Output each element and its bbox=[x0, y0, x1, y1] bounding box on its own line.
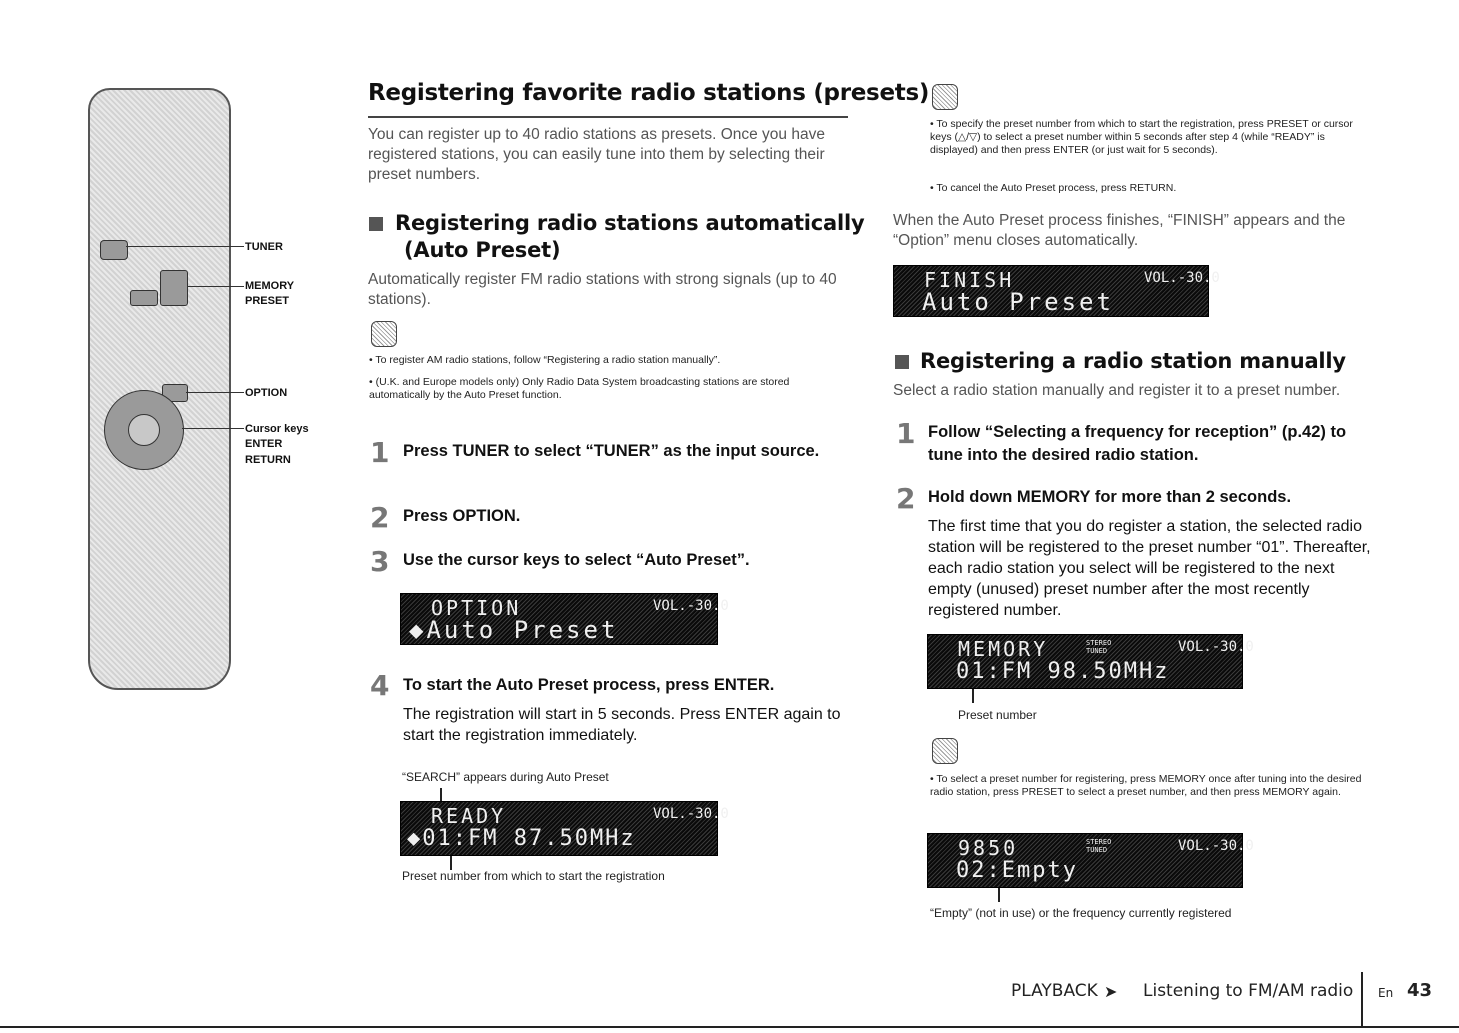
manual-hint: • To select a preset number for registering, press MEMORY once after tuning into the desired radio station, press PRESET to select a preset number, and then press MEMORY again. bbox=[930, 773, 1362, 798]
caption-pointer bbox=[440, 788, 442, 802]
footer-subsection: Listening to FM/AM radio bbox=[1143, 981, 1354, 1001]
manual-heading: Registering a radio station manually bbox=[920, 349, 1346, 373]
step-number: 1 bbox=[370, 436, 390, 469]
auto-preset-intro: Automatically register FM radio stations with strong signals (up to 40 stations). bbox=[368, 271, 837, 308]
display-line2: Auto Preset bbox=[922, 288, 1114, 316]
enter-button-illustration bbox=[128, 414, 160, 446]
page-number: 43 bbox=[1407, 980, 1433, 1001]
memory-caption: Preset number bbox=[958, 708, 1037, 722]
return-callout-label: RETURN bbox=[245, 454, 291, 466]
footer-section: PLAYBACK bbox=[1011, 981, 1098, 1001]
step-body: The first time that you do register a station, the selected radio station will be registered to the preset number “01”. Thereafter, each radio station you select will be registered to the next empty (unused) preset number after the most recently registered number. bbox=[928, 518, 1371, 619]
display-option bbox=[400, 593, 729, 645]
display-stereo: STEREO bbox=[1086, 838, 1112, 846]
caption-pointer bbox=[998, 888, 1000, 902]
tuner-button-illustration bbox=[100, 240, 128, 260]
step-title: Use the cursor keys to select “Auto Preset”. bbox=[403, 551, 750, 569]
bottom-rule bbox=[0, 1026, 1459, 1028]
section-intro: You can register up to 40 radio stations as presets. Once you have registered stations, you can easily tune into them by selecting their preset numbers. bbox=[368, 126, 825, 183]
footer-arrow-icon: ➤ bbox=[1104, 982, 1118, 1001]
note-icon bbox=[371, 321, 397, 347]
title-rule bbox=[368, 116, 848, 118]
hint-cancel: • To cancel the Auto Preset process, press RETURN. bbox=[930, 182, 1177, 194]
step-title: Press TUNER to select “TUNER” as the input source. bbox=[403, 442, 820, 460]
step-title: Hold down MEMORY for more than 2 seconds. bbox=[928, 488, 1292, 506]
heading-square-icon bbox=[369, 217, 383, 231]
empty-caption: “Empty” (not in use) or the frequency currently registered bbox=[930, 906, 1232, 920]
hint-specify-preset: • To specify the preset number from which to start the registration, press PRESET or cursor keys (△/▽) to select a preset number within 5 seconds after step 4 (while “READY” is displayed) and then press ENTER (or just wait for 5 seconds). bbox=[930, 118, 1353, 156]
display-line1: READY bbox=[431, 804, 507, 828]
display-line2: 02:Empty bbox=[956, 858, 1078, 883]
tuner-callout-label: TUNER bbox=[245, 241, 283, 253]
step-number: 4 bbox=[370, 669, 390, 702]
step-title: To start the Auto Preset process, press ENTER. bbox=[403, 676, 775, 694]
page-title: Registering favorite radio stations (presets) bbox=[368, 80, 930, 106]
manual-intro: Select a radio station manually and register it to a preset number. bbox=[893, 382, 1341, 399]
auto-note-1: • To register AM radio stations, follow “Registering a radio station manually”. bbox=[369, 354, 721, 366]
display-tuned: TUNED bbox=[1086, 846, 1108, 854]
ready-caption: Preset number from which to start the registration bbox=[402, 869, 665, 883]
display-line1: FINISH bbox=[924, 268, 1015, 292]
search-caption: “SEARCH” appears during Auto Preset bbox=[402, 770, 609, 784]
display-memory bbox=[927, 634, 1254, 689]
auto-preset-heading-line2: (Auto Preset) bbox=[404, 238, 561, 262]
step-number: 1 bbox=[896, 417, 916, 450]
option-callout-line bbox=[186, 392, 244, 393]
auto-note-2: • (U.K. and Europe models only) Only Radio Data System broadcasting stations are stored automatically by the Auto Preset function. bbox=[369, 376, 790, 401]
step-body: The registration will start in 5 seconds. Press ENTER again to start the registration immediately. bbox=[403, 706, 841, 744]
display-line2: ◆Auto Preset bbox=[409, 616, 619, 644]
display-tuned: TUNED bbox=[1086, 647, 1108, 655]
footer-divider bbox=[1361, 972, 1363, 1028]
enter-callout-label: ENTER bbox=[245, 438, 283, 450]
hint-icon bbox=[932, 738, 958, 764]
auto-preset-heading-line1: Registering radio stations automatically bbox=[395, 211, 865, 235]
preset-callout-label: PRESET bbox=[245, 295, 290, 307]
footer-language: En bbox=[1378, 986, 1394, 1000]
display-finish bbox=[893, 265, 1220, 317]
caption-pointer bbox=[450, 856, 452, 870]
hint-icon bbox=[932, 84, 958, 110]
step-title: Follow “Selecting a frequency for reception” (p.42) to tune into the desired radio station. bbox=[928, 423, 1347, 464]
cursor-callout-line bbox=[182, 428, 244, 429]
display-line2: ◆01:FM 87.50MHz bbox=[407, 826, 636, 851]
display-line2: 01:FM 98.50MHz bbox=[956, 659, 1170, 684]
preset-button-illustration bbox=[160, 270, 188, 306]
display-ready bbox=[400, 801, 729, 856]
cursor-keys-callout-label: Cursor keys bbox=[245, 423, 309, 435]
step-number: 2 bbox=[370, 501, 390, 534]
display-volume: VOL.-30.0 bbox=[1178, 639, 1254, 655]
display-empty bbox=[927, 833, 1254, 888]
display-line1: MEMORY bbox=[958, 637, 1049, 661]
memory-callout-label: MEMORY bbox=[245, 280, 295, 292]
memory-callout-line bbox=[188, 286, 244, 287]
memory-button-illustration bbox=[130, 290, 158, 306]
display-volume: VOL.-30.0 bbox=[653, 806, 729, 822]
option-callout-label: OPTION bbox=[245, 387, 288, 399]
caption-pointer bbox=[972, 689, 974, 703]
display-volume: VOL.-30.0 bbox=[1144, 270, 1220, 286]
finish-text: When the Auto Preset process finishes, “FINISH” appears and the “Option” menu closes automatically. bbox=[893, 212, 1346, 249]
heading-square-icon bbox=[895, 355, 909, 369]
step-title: Press OPTION. bbox=[403, 507, 521, 525]
remote-control-illustration bbox=[88, 88, 231, 690]
display-stereo: STEREO bbox=[1086, 639, 1112, 647]
step-number: 2 bbox=[896, 482, 916, 515]
display-volume: VOL.-30.0 bbox=[1178, 838, 1254, 854]
tuner-callout-line bbox=[126, 246, 244, 247]
display-volume: VOL.-30.0 bbox=[653, 598, 729, 614]
step-number: 3 bbox=[370, 545, 390, 578]
display-line1: 9850 bbox=[958, 836, 1019, 860]
display-line1: OPTION bbox=[431, 596, 522, 620]
